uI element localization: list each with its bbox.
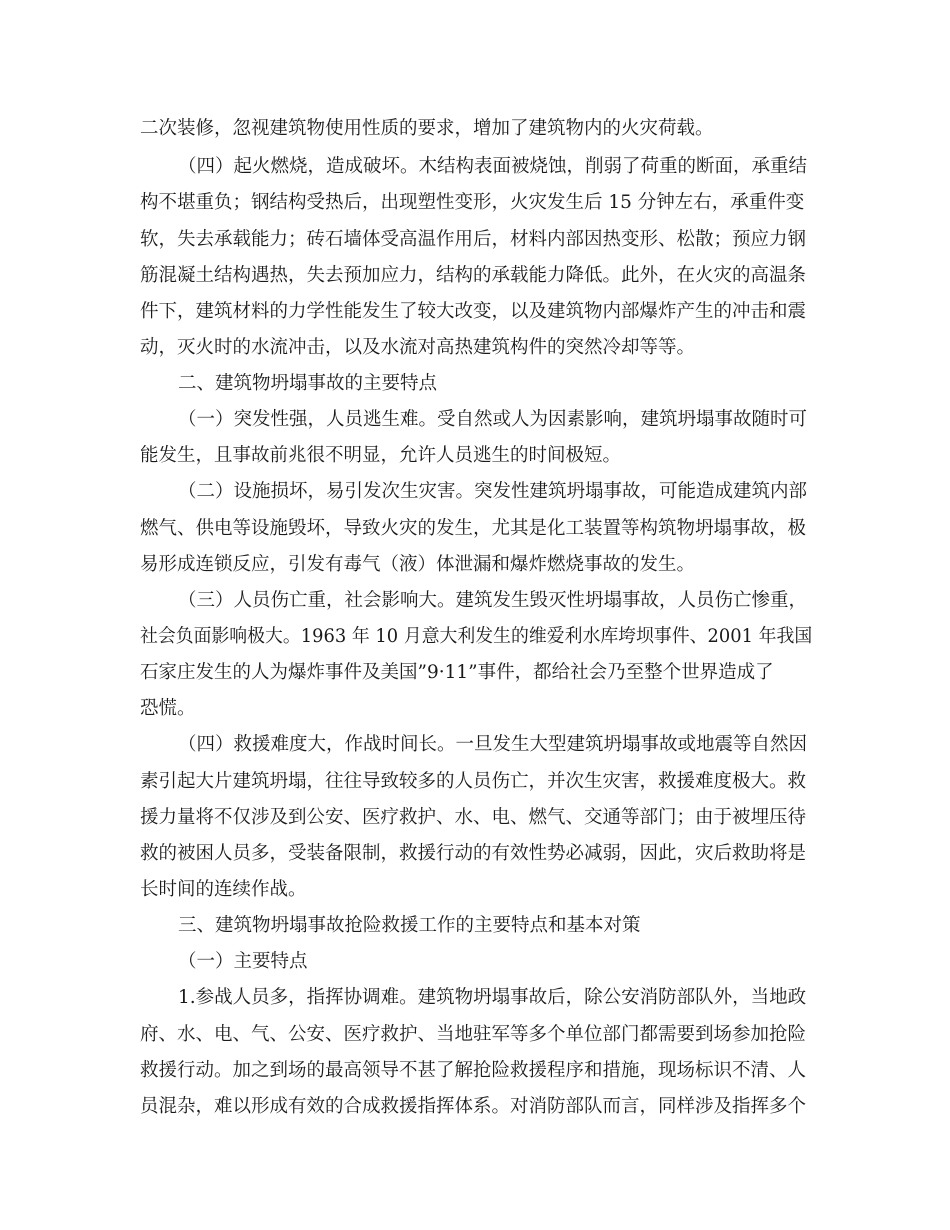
text-line: 筋混凝土结构遇热，失去预加应力，结构的承载能力降低。此外，在火灾的高温条 — [140, 265, 807, 286]
text-line: 软，失去承载能力；砖石墙体受高温作用后，材料内部因热变形、松散；预应力钢 — [140, 229, 807, 250]
section-heading: 三、建筑物坍塌事故抢险救援工作的主要特点和基本对策 — [178, 915, 641, 936]
text-line: 素引起大片建筑坍塌，往往导致较多的人员伤亡，并次生灾害，救援难度极大。救 — [140, 771, 807, 792]
text-line: 社会负面影响极大。1963 年 10 月意大利发生的维爱利水库垮坝事件、2001 年我国 — [140, 626, 813, 647]
text-line: 二次装修，忽视建筑物使用性质的要求，增加了建筑物内的火灾荷载。 — [140, 118, 714, 139]
text-line: （四）起火燃烧，造成破坏。木结构表面被烧蚀，削弱了荷重的断面，承重结 — [178, 156, 808, 177]
text-line: 易形成连锁反应，引发有毒气（液）体泄漏和爆炸燃烧事故的发生。 — [140, 554, 696, 575]
text-line: 1.参战人员多，指挥协调难。建筑物坍塌事故后，除公安消防部队外，当地政 — [178, 987, 807, 1008]
text-line: （三）人员伤亡重，社会影响大。建筑发生毁灭性坍塌事故，人员伤亡惨重， — [178, 590, 808, 611]
text-line: 长时间的连续作战。 — [140, 879, 307, 900]
text-line: （四）救援难度大，作战时间长。一旦发生大型建筑坍塌事故或地震等自然因 — [178, 734, 808, 755]
text-line: 救的被困人员多，受装备限制，救援行动的有效性势必减弱，因此，灾后救助将是 — [140, 843, 807, 864]
text-line: 能发生，且事故前兆很不明显，允许人员逃生的时间极短。 — [140, 445, 622, 466]
text-line: 件下，建筑材料的力学性能发生了较大改变，以及建筑物内部爆炸产生的冲击和震 — [140, 301, 807, 322]
text-line: 动，灭火时的水流冲击，以及水流对高热建筑构件的突然冷却等等。 — [140, 337, 696, 358]
text-line: 恐慌。 — [140, 698, 196, 719]
text-line: 援力量将不仅涉及到公安、医疗救护、水、电、燃气、交通等部门；由于被埋压待 — [140, 807, 807, 828]
subsection-heading: （一）主要特点 — [178, 951, 308, 972]
text-line: （一）突发性强，人员逃生难。受自然或人为因素影响，建筑坍塌事故随时可 — [178, 409, 808, 430]
text-line: 构不堪重负；钢结构受热后，出现塑性变形，火灾发生后 15 分钟左右，承重件变 — [140, 192, 805, 213]
text-line: 燃气、供电等设施毁坏，导致火灾的发生，尤其是化工装置等构筑物坍塌事故，极 — [140, 518, 807, 539]
text-line: 府、水、电、气、公安、医疗救护、当地驻军等多个单位部门都需要到场参加抢险 — [140, 1024, 807, 1045]
text-line: 石家庄发生的人为爆炸事件及美国”9·11”事件，都给社会乃至整个世界造成了 — [140, 662, 774, 683]
text-line: （二）设施损坏，易引发次生灾害。突发性建筑坍塌事故，可能造成建筑内部 — [178, 481, 808, 502]
text-line: 员混杂，难以形成有效的合成救援指挥体系。对消防部队而言，同样涉及指挥多个 — [140, 1096, 807, 1117]
text-line: 救援行动。加之到场的最高领导不甚了解抢险救援程序和措施，现场标识不清、人 — [140, 1060, 807, 1081]
section-heading: 二、建筑物坍塌事故的主要特点 — [178, 373, 438, 394]
